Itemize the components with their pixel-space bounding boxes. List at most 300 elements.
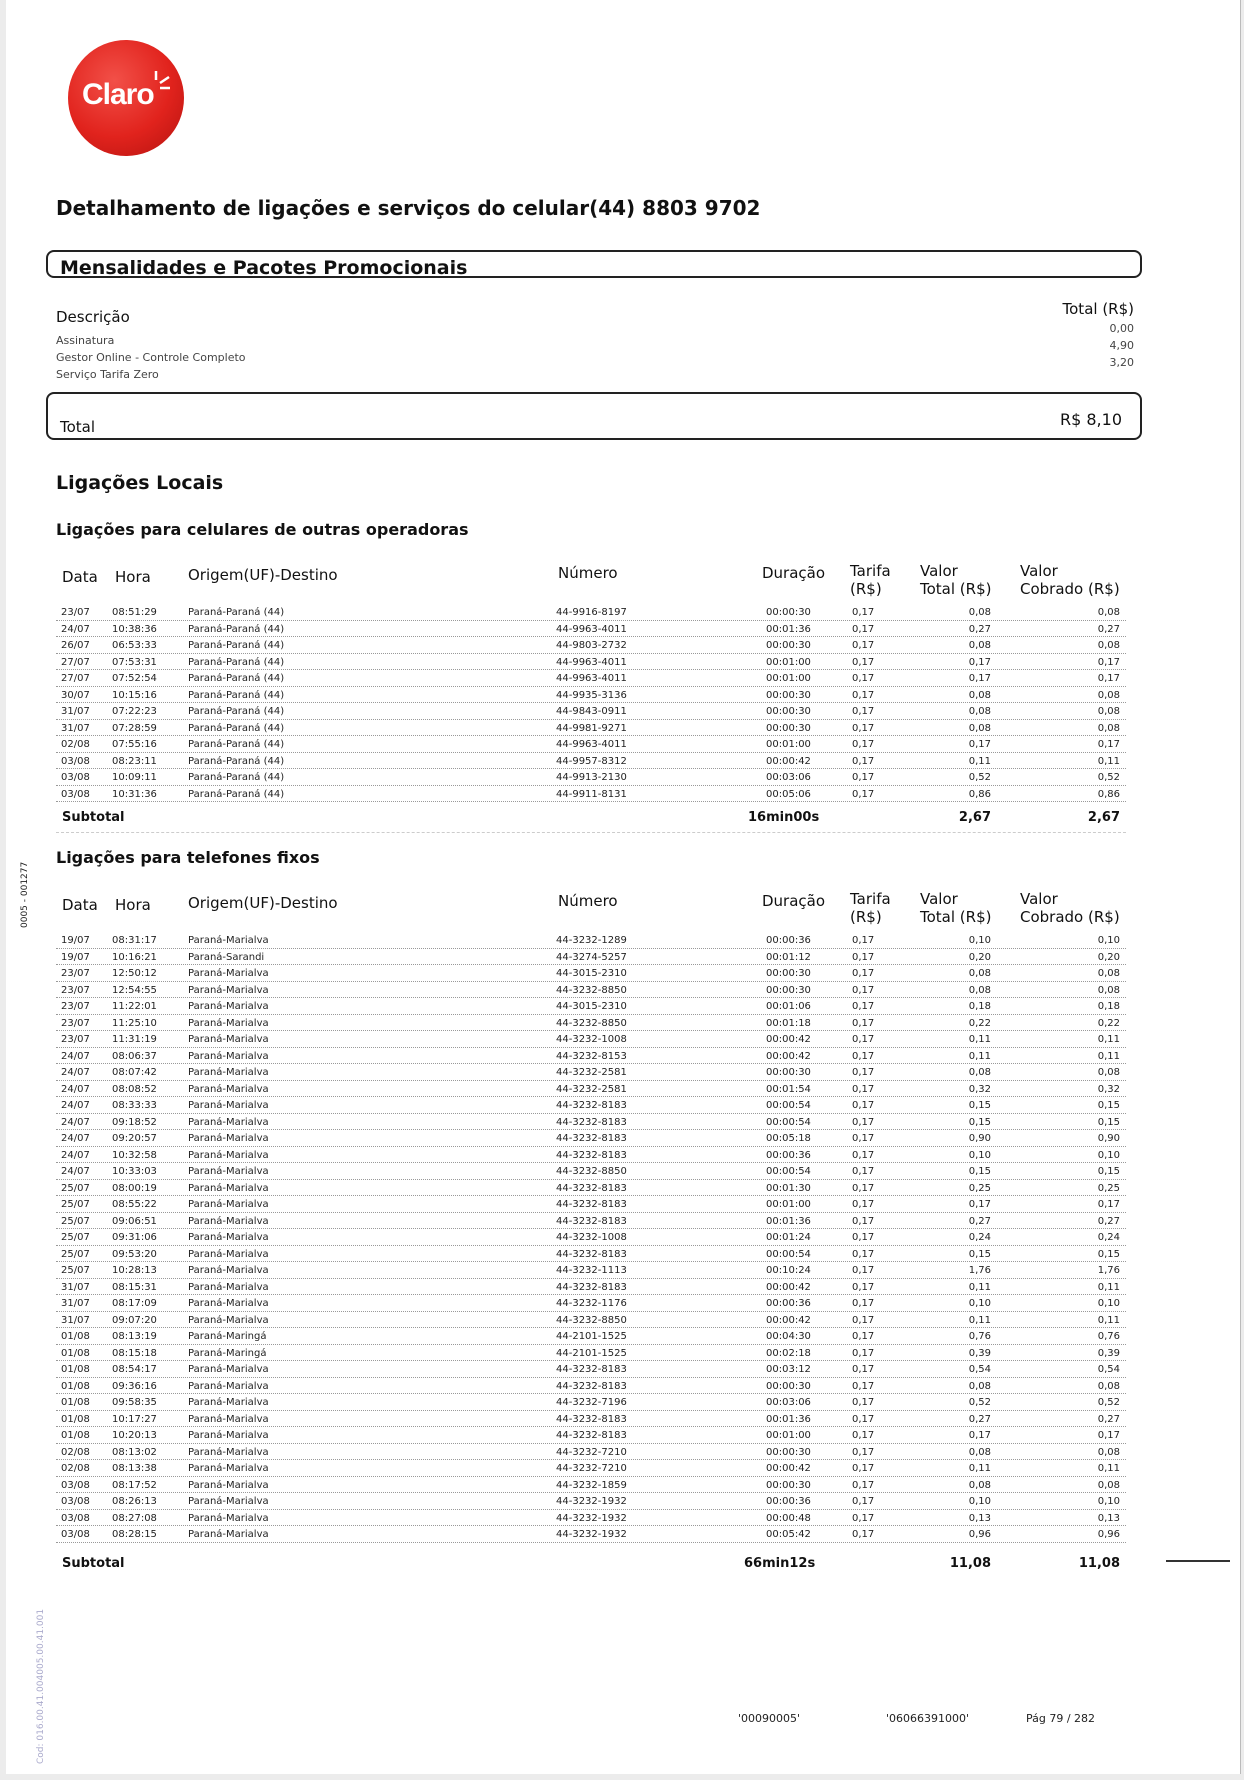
cell-hora: 07:55:16: [112, 739, 157, 750]
cell-origem: Paraná-Marialva: [188, 1232, 269, 1243]
cell-data: 24/07: [61, 1083, 90, 1095]
cell-valor-cobrado: 0,22: [1097, 1017, 1120, 1029]
cell-data: 31/07: [61, 1298, 90, 1309]
cell-valor-total: 0,11: [968, 755, 991, 767]
celulares-title: Ligações para celulares de outras operadoras: [56, 520, 469, 539]
cell-valor-total: 0,08: [968, 984, 991, 996]
mensalidade-item: Serviço Tarifa Zero: [56, 368, 159, 381]
cell-tarifa: 0,17: [852, 1364, 875, 1375]
cell-data: 02/08: [61, 1446, 90, 1458]
cell-valor-cobrado: 0,11: [1097, 1314, 1120, 1326]
cell-origem: Paraná-Marialva: [188, 1017, 269, 1029]
cell-origem: Paraná-Marialva: [188, 1083, 269, 1095]
descricao-label: Descrição: [56, 308, 130, 326]
cell-origem: Paraná-Marialva: [188, 1034, 269, 1045]
cell-valor-cobrado: 0,08: [1097, 984, 1120, 996]
cell-valor-cobrado: 0,15: [1097, 1100, 1120, 1111]
cell-data: 23/07: [61, 1034, 90, 1045]
table-row: [56, 1345, 1126, 1362]
cell-duracao: 00:01:30: [766, 1182, 811, 1194]
cell-duracao: 00:00:42: [766, 1314, 811, 1326]
cell-valor-total: 0,32: [968, 1083, 991, 1095]
cell-hora: 08:15:31: [112, 1281, 157, 1293]
cell-numero: 44-3232-7210: [556, 1446, 627, 1458]
cell-tarifa: 0,17: [852, 656, 875, 668]
cell-data: 31/07: [61, 706, 90, 717]
cell-duracao: 00:01:24: [766, 1232, 811, 1243]
cell-valor-total: 0,52: [968, 772, 991, 783]
cell-hora: 10:32:58: [112, 1149, 157, 1161]
cell-hora: 10:20:13: [112, 1430, 157, 1441]
cell-valor-total: 0,17: [968, 1199, 991, 1210]
cell-hora: 08:17:52: [112, 1479, 157, 1491]
cell-valor-cobrado: 0,54: [1097, 1364, 1120, 1375]
col-duracao: Duração: [762, 564, 826, 582]
cell-numero: 44-9803-2732: [556, 640, 627, 651]
cell-origem: Paraná-Paraná (44): [188, 788, 285, 800]
cell-data: 01/08: [61, 1430, 90, 1441]
document-title: Detalhamento de ligações e serviços do celular(44) 8803 9702: [56, 196, 761, 220]
mensalidade-item: Assinatura: [56, 334, 115, 347]
cell-numero: 44-3232-8183: [556, 1364, 627, 1375]
cell-data: 25/07: [61, 1199, 90, 1210]
table-row: [56, 1460, 1126, 1477]
table-row: [56, 1477, 1126, 1494]
mensalidade-value: 0,00: [1109, 322, 1134, 335]
cell-valor-cobrado: 0,08: [1097, 1446, 1120, 1458]
col-origem: Origem(UF)-Destino: [188, 894, 338, 912]
total-value: R$ 8,10: [1059, 410, 1122, 429]
table-row: [56, 670, 1126, 687]
cell-hora: 08:13:19: [112, 1331, 157, 1342]
table-row: [56, 1196, 1126, 1213]
cell-origem: Paraná-Marialva: [188, 1479, 269, 1491]
cell-tarifa: 0,17: [852, 1529, 875, 1540]
cell-valor-cobrado: 0,27: [1097, 1413, 1120, 1425]
cell-data: 01/08: [61, 1413, 90, 1425]
cell-valor-total: 0,22: [968, 1017, 991, 1029]
cell-tarifa: 0,17: [852, 984, 875, 996]
cell-valor-cobrado: 0,08: [1097, 968, 1120, 979]
cell-duracao: 00:03:06: [766, 1397, 811, 1408]
cell-hora: 08:27:08: [112, 1512, 157, 1524]
cell-origem: Paraná-Maringá: [188, 1347, 267, 1359]
cell-valor-cobrado: 0,86: [1097, 788, 1120, 800]
cell-valor-cobrado: 0,08: [1097, 722, 1120, 734]
cell-data: 01/08: [61, 1397, 90, 1408]
table-row: [56, 982, 1126, 999]
cell-numero: 44-3232-8183: [556, 1281, 627, 1293]
cell-valor-total: 0,17: [968, 673, 991, 684]
table-row: [56, 1031, 1126, 1048]
cell-numero: 44-3274-5257: [556, 951, 627, 963]
cell-duracao: 00:00:36: [766, 1298, 811, 1309]
cell-valor-total: 0,08: [968, 1380, 991, 1392]
table-row: [56, 1048, 1126, 1065]
cell-hora: 09:20:57: [112, 1133, 157, 1144]
cell-valor-total: 0,86: [968, 788, 991, 800]
cell-duracao: 00:00:42: [766, 1463, 811, 1474]
cell-hora: 10:15:16: [112, 689, 157, 701]
table-row: [56, 932, 1126, 949]
cell-data: 02/08: [61, 1463, 90, 1474]
cell-numero: 44-3232-8183: [556, 1133, 627, 1144]
cell-valor-total: 0,08: [968, 722, 991, 734]
cell-tarifa: 0,17: [852, 1182, 875, 1194]
cell-valor-total: 0,08: [968, 607, 991, 618]
cell-duracao: 00:00:30: [766, 1067, 811, 1078]
table-row: [56, 720, 1126, 737]
cell-numero: 44-3232-8183: [556, 1413, 627, 1425]
cell-valor-cobrado: 0,17: [1097, 1430, 1120, 1441]
cell-valor-total: 0,18: [968, 1001, 991, 1012]
cell-data: 03/08: [61, 1512, 90, 1524]
cell-origem: Paraná-Marialva: [188, 1166, 269, 1177]
cell-origem: Paraná-Paraná (44): [188, 689, 285, 701]
cell-hora: 07:52:54: [112, 673, 157, 684]
cell-origem: Paraná-Marialva: [188, 1529, 269, 1540]
cell-hora: 09:06:51: [112, 1215, 157, 1227]
cell-valor-total: 0,27: [968, 1215, 991, 1227]
cell-numero: 44-3232-8183: [556, 1215, 627, 1227]
cell-valor-cobrado: 0,08: [1097, 607, 1120, 618]
cell-hora: 10:31:36: [112, 788, 157, 800]
cell-data: 03/08: [61, 1479, 90, 1491]
cell-data: 31/07: [61, 1314, 90, 1326]
cell-tarifa: 0,17: [852, 706, 875, 717]
table-row: [56, 1213, 1126, 1230]
cell-duracao: 00:00:48: [766, 1512, 811, 1524]
cell-data: 24/07: [61, 1166, 90, 1177]
cell-hora: 09:07:20: [112, 1314, 157, 1326]
cell-tarifa: 0,17: [852, 1149, 875, 1161]
cell-data: 23/07: [61, 1001, 90, 1012]
cell-data: 25/07: [61, 1182, 90, 1194]
cell-duracao: 00:00:30: [766, 968, 811, 979]
cell-valor-cobrado: 0,10: [1097, 1496, 1120, 1507]
cell-numero: 44-3015-2310: [556, 968, 627, 979]
cell-data: 01/08: [61, 1331, 90, 1342]
cell-numero: 44-3232-8183: [556, 1430, 627, 1441]
cell-tarifa: 0,17: [852, 1001, 875, 1012]
col-hora: Hora: [115, 568, 151, 586]
cell-tarifa: 0,17: [852, 1430, 875, 1441]
cell-origem: Paraná-Marialva: [188, 1067, 269, 1078]
cell-data: 24/07: [61, 1149, 90, 1161]
cell-valor-cobrado: 0,96: [1097, 1529, 1120, 1540]
cell-origem: Paraná-Maringá: [188, 1331, 267, 1342]
cell-tarifa: 0,17: [852, 722, 875, 734]
cell-tarifa: 0,17: [852, 1463, 875, 1474]
cell-numero: 44-9957-8312: [556, 755, 627, 767]
cell-data: 01/08: [61, 1364, 90, 1375]
mensalidade-item: Gestor Online - Controle Completo: [56, 351, 246, 364]
cell-numero: 44-3232-7196: [556, 1397, 627, 1408]
cell-data: 03/08: [61, 1496, 90, 1507]
cell-hora: 08:08:52: [112, 1083, 157, 1095]
cell-valor-cobrado: 0,39: [1097, 1347, 1120, 1359]
col-origem: Origem(UF)-Destino: [188, 566, 338, 584]
cell-valor-cobrado: 0,20: [1097, 951, 1120, 963]
cell-valor-total: 0,08: [968, 968, 991, 979]
cell-data: 24/07: [61, 1050, 90, 1062]
cell-valor-cobrado: 0,17: [1097, 739, 1120, 750]
table-row: [56, 998, 1126, 1015]
cell-hora: 07:53:31: [112, 656, 157, 668]
cell-valor-total: 0,08: [968, 1446, 991, 1458]
cell-valor-total: 0,17: [968, 656, 991, 668]
cell-data: 25/07: [61, 1248, 90, 1260]
cell-tarifa: 0,17: [852, 951, 875, 963]
claro-logo: [68, 40, 184, 156]
cell-data: 23/07: [61, 984, 90, 996]
cell-hora: 10:28:13: [112, 1265, 157, 1276]
cell-valor-cobrado: 0,08: [1097, 640, 1120, 651]
cell-valor-cobrado: 0,08: [1097, 1067, 1120, 1078]
table-row: [56, 786, 1126, 803]
cell-numero: 44-3232-1932: [556, 1529, 627, 1540]
side-code-secondary: Cod: 016.00.41.004005.00.41.001: [36, 1608, 46, 1764]
col-valor-cobrado: Valor Cobrado (R$): [1020, 562, 1120, 598]
table-row: [56, 1427, 1126, 1444]
cell-numero: 44-3232-8850: [556, 1166, 627, 1177]
cell-data: 01/08: [61, 1380, 90, 1392]
cell-numero: 44-3232-1113: [556, 1265, 627, 1276]
cell-hora: 11:22:01: [112, 1001, 157, 1012]
cell-tarifa: 0,17: [852, 1512, 875, 1524]
cell-numero: 44-3232-8850: [556, 984, 627, 996]
cell-valor-total: 0,10: [968, 935, 991, 946]
cell-origem: Paraná-Marialva: [188, 968, 269, 979]
cell-data: 01/08: [61, 1347, 90, 1359]
cell-data: 19/07: [61, 935, 90, 946]
bill-page: [6, 0, 1241, 1774]
cell-data: 25/07: [61, 1265, 90, 1276]
cell-numero: 44-3232-2581: [556, 1083, 627, 1095]
cell-hora: 10:16:21: [112, 951, 157, 963]
cell-hora: 11:25:10: [112, 1017, 157, 1029]
col-valor-total: Valor Total (R$): [920, 562, 992, 598]
ligacoes-locais-title: Ligações Locais: [56, 472, 224, 494]
cell-data: 24/07: [61, 1100, 90, 1111]
cell-valor-cobrado: 0,15: [1097, 1166, 1120, 1177]
cell-tarifa: 0,17: [852, 1215, 875, 1227]
side-code: 0005 - 001277: [20, 861, 30, 928]
cell-tarifa: 0,17: [852, 788, 875, 800]
cell-tarifa: 0,17: [852, 1050, 875, 1062]
cell-valor-total: 0,39: [968, 1347, 991, 1359]
cell-tarifa: 0,17: [852, 1067, 875, 1078]
subtotal-label: Subtotal: [62, 810, 125, 825]
cell-numero: 44-3232-8153: [556, 1050, 627, 1062]
cell-hora: 08:54:17: [112, 1364, 157, 1375]
cell-valor-total: 0,08: [968, 706, 991, 717]
cell-valor-total: 0,52: [968, 1397, 991, 1408]
cell-numero: 44-3232-1289: [556, 935, 627, 946]
cell-numero: 44-3232-8183: [556, 1199, 627, 1210]
cell-tarifa: 0,17: [852, 1265, 875, 1276]
cell-data: 24/07: [61, 1133, 90, 1144]
cell-tarifa: 0,17: [852, 640, 875, 651]
cell-valor-total: 0,24: [968, 1232, 991, 1243]
cell-tarifa: 0,17: [852, 1496, 875, 1507]
cell-valor-cobrado: 0,10: [1097, 1149, 1120, 1161]
cell-valor-cobrado: 0,15: [1097, 1248, 1120, 1260]
cell-tarifa: 0,17: [852, 1034, 875, 1045]
cell-hora: 08:31:17: [112, 935, 157, 946]
cell-duracao: 00:00:42: [766, 1050, 811, 1062]
cell-numero: 44-3232-8183: [556, 1149, 627, 1161]
cell-hora: 09:31:06: [112, 1232, 157, 1243]
cell-valor-total: 0,08: [968, 640, 991, 651]
cell-data: 23/07: [61, 1017, 90, 1029]
cell-numero: 44-3232-2581: [556, 1067, 627, 1078]
cell-duracao: 00:00:30: [766, 607, 811, 618]
cell-origem: Paraná-Marialva: [188, 1496, 269, 1507]
cell-numero: 44-9935-3136: [556, 689, 627, 701]
cell-tarifa: 0,17: [852, 1133, 875, 1144]
cell-data: 27/07: [61, 656, 90, 668]
cell-duracao: 00:00:42: [766, 1034, 811, 1045]
cell-valor-total: 0,15: [968, 1166, 991, 1177]
cell-tarifa: 0,17: [852, 1166, 875, 1177]
cell-numero: 44-2101-1525: [556, 1331, 627, 1342]
cell-data: 31/07: [61, 1281, 90, 1293]
cell-valor-total: 0,10: [968, 1149, 991, 1161]
cell-data: 24/07: [61, 1067, 90, 1078]
cell-valor-cobrado: 0,18: [1097, 1001, 1120, 1012]
cell-valor-cobrado: 0,08: [1097, 706, 1120, 717]
subtotal-duracao: 66min12s: [744, 1556, 816, 1571]
cell-hora: 08:17:09: [112, 1298, 157, 1309]
celulares-subtotal: [56, 808, 1126, 828]
cell-valor-total: 0,11: [968, 1314, 991, 1326]
table-row: [56, 1279, 1126, 1296]
table-row: [56, 1526, 1126, 1543]
table-row: [56, 1328, 1126, 1345]
cell-origem: Paraná-Marialva: [188, 1133, 269, 1144]
cell-duracao: 00:00:54: [766, 1166, 811, 1177]
cell-data: 03/08: [61, 772, 90, 783]
subtotal-duracao: 16min00s: [748, 810, 820, 825]
cell-origem: Paraná-Marialva: [188, 1314, 269, 1326]
cell-valor-cobrado: 0,11: [1097, 1034, 1120, 1045]
col-valor-cobrado: Valor Cobrado (R$): [1020, 890, 1120, 926]
cell-data: 23/07: [61, 607, 90, 618]
subtotal-valor-cobrado: 2,67: [1087, 810, 1120, 825]
cell-valor-cobrado: 0,13: [1097, 1512, 1120, 1524]
cell-hora: 10:09:11: [112, 772, 157, 783]
cell-tarifa: 0,17: [852, 607, 875, 618]
cell-origem: Paraná-Marialva: [188, 1215, 269, 1227]
cell-valor-total: 0,15: [968, 1116, 991, 1128]
cell-valor-total: 0,20: [968, 951, 991, 963]
cell-duracao: 00:00:30: [766, 1479, 811, 1491]
table-row: [56, 604, 1126, 621]
cell-duracao: 00:05:42: [766, 1529, 811, 1540]
cell-origem: Paraná-Sarandi: [188, 951, 265, 963]
cell-hora: 12:54:55: [112, 984, 157, 996]
cell-data: 03/08: [61, 1529, 90, 1540]
table-row: [56, 637, 1126, 654]
cell-valor-cobrado: 0,27: [1097, 1215, 1120, 1227]
cell-duracao: 00:00:54: [766, 1116, 811, 1128]
cell-origem: Paraná-Marialva: [188, 1463, 269, 1474]
cell-valor-cobrado: 0,11: [1097, 1050, 1120, 1062]
cell-duracao: 00:04:30: [766, 1331, 811, 1342]
cell-numero: 44-2101-1525: [556, 1347, 627, 1359]
cell-valor-total: 0,10: [968, 1496, 991, 1507]
table-row: [56, 949, 1126, 966]
cell-valor-cobrado: 0,11: [1097, 1281, 1120, 1293]
cell-duracao: 00:00:30: [766, 1446, 811, 1458]
cell-origem: Paraná-Paraná (44): [188, 722, 285, 734]
cell-duracao: 00:01:36: [766, 1215, 811, 1227]
cell-valor-total: 0,27: [968, 623, 991, 635]
mensalidades-header: Mensalidades e Pacotes Promocionais: [60, 257, 468, 279]
cell-origem: Paraná-Marialva: [188, 1512, 269, 1524]
cell-valor-cobrado: 0,10: [1097, 935, 1120, 946]
table-row: [56, 687, 1126, 704]
mensalidade-value: 4,90: [1109, 339, 1134, 352]
cell-tarifa: 0,17: [852, 1298, 875, 1309]
cell-data: 27/07: [61, 673, 90, 684]
cell-data: 30/07: [61, 689, 90, 701]
cell-tarifa: 0,17: [852, 739, 875, 750]
cell-hora: 08:23:11: [112, 755, 157, 767]
mensalidades-total-box: [46, 392, 1142, 440]
cell-duracao: 00:00:30: [766, 689, 811, 701]
table-row: [56, 654, 1126, 671]
cell-valor-total: 0,08: [968, 1067, 991, 1078]
cell-valor-total: 0,54: [968, 1364, 991, 1375]
table-row: [56, 1130, 1126, 1147]
cell-hora: 06:53:33: [112, 640, 157, 651]
cell-duracao: 00:01:00: [766, 1199, 811, 1210]
cell-valor-cobrado: 0,76: [1097, 1331, 1120, 1342]
cell-duracao: 00:03:06: [766, 772, 811, 783]
cell-tarifa: 0,17: [852, 689, 875, 701]
cell-valor-total: 0,17: [968, 739, 991, 750]
table-row: [56, 965, 1126, 982]
cell-valor-total: 0,11: [968, 1463, 991, 1474]
cell-origem: Paraná-Paraná (44): [188, 623, 285, 635]
cell-hora: 08:33:33: [112, 1100, 157, 1111]
cell-numero: 44-3232-8183: [556, 1100, 627, 1111]
cell-origem: Paraná-Marialva: [188, 1265, 269, 1276]
cell-origem: Paraná-Marialva: [188, 1397, 269, 1408]
cell-hora: 10:17:27: [112, 1413, 157, 1425]
cell-tarifa: 0,17: [852, 1331, 875, 1342]
cell-tarifa: 0,17: [852, 1380, 875, 1392]
cell-origem: Paraná-Paraná (44): [188, 673, 285, 684]
table-row: [56, 1295, 1126, 1312]
cell-duracao: 00:00:30: [766, 640, 811, 651]
cell-valor-cobrado: 0,08: [1097, 689, 1120, 701]
cell-hora: 08:13:02: [112, 1446, 157, 1458]
cell-valor-cobrado: 0,27: [1097, 623, 1120, 635]
cell-numero: 44-3232-1932: [556, 1512, 627, 1524]
cell-hora: 08:15:18: [112, 1347, 157, 1359]
cell-hora: 07:28:59: [112, 722, 157, 734]
cell-valor-total: 0,13: [968, 1512, 991, 1524]
table-row: [56, 753, 1126, 770]
fixos-title: Ligações para telefones fixos: [56, 848, 320, 867]
cell-hora: 10:33:03: [112, 1166, 157, 1177]
table-row: [56, 1312, 1126, 1329]
cell-numero: 44-3232-8183: [556, 1116, 627, 1128]
cell-numero: 44-9963-4011: [556, 656, 627, 668]
